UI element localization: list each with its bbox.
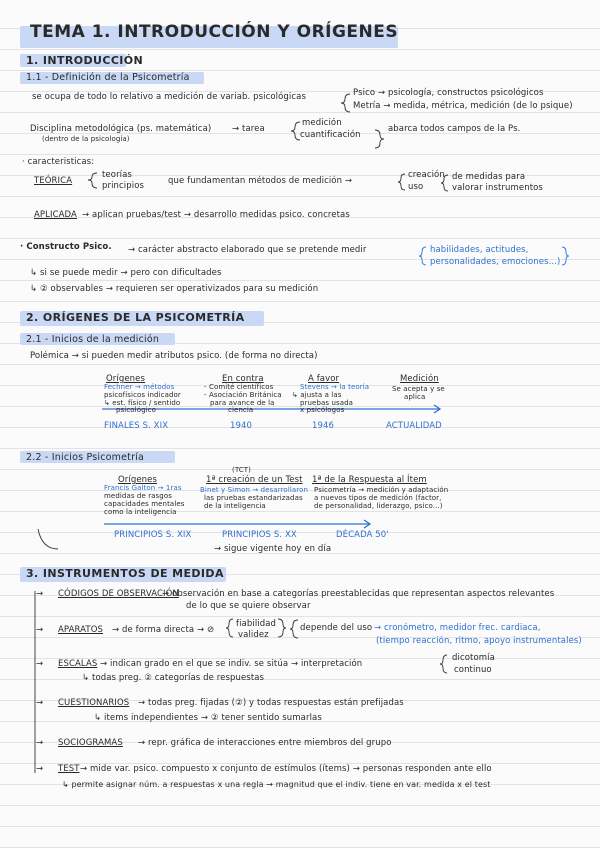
- timeline-date: ACTUALIDAD: [386, 421, 442, 431]
- timeline-item-line: a nuevos tipos de medición (factor,: [314, 494, 442, 502]
- timeline-item-line: Francis Galton → 1ras: [104, 484, 182, 492]
- instrument-aparatos-example-1: → cronómetro, medidor frec. cardiaca,: [374, 623, 541, 633]
- subsection-heading: 1.1 - Definición de la Psicometría: [26, 72, 190, 83]
- timeline-item-line: como la inteligencia: [104, 508, 177, 516]
- branch-arrow: →: [36, 698, 44, 708]
- subsection-heading: 2.1 - Inicios de la medición: [26, 334, 160, 345]
- instrument-aparatos-validez: validez: [238, 630, 269, 640]
- timeline-date: FINALES S. XIX: [104, 421, 169, 431]
- instrument-codigos: CÓDIGOS DE OBSERVACIÓN: [58, 589, 179, 599]
- construct-example-2: personalidades, emociones...): [430, 257, 561, 267]
- timeline-item-title: En contra: [222, 374, 264, 384]
- discipline-cuantificacion: cuantificación: [300, 130, 361, 140]
- theoretical-use: uso: [408, 182, 424, 192]
- timeline-item-line: las pruebas estandarizadas: [204, 494, 303, 502]
- instrument-aparatos-example-2: (tiempo reacción, ritmo, apoyo instrumentales): [376, 636, 582, 646]
- instrument-escalas-continuo: continuo: [454, 665, 492, 675]
- branch-arrow: →: [36, 738, 44, 748]
- timeline-item-line: Fechner → métodos: [104, 383, 175, 391]
- timeline-item-line: ↳ est. físico / sentido: [104, 399, 181, 407]
- instrument-test-sub: ↳ permite asignar núm. a respuestas x una regla → magnitud que el indiv. tiene en var. medida x el test: [62, 780, 491, 789]
- timeline-item-line: Stevens → la teoría: [300, 383, 370, 391]
- instrument-test-text: → mide var. psico. compuesto x conjunto de estímulos (ítems) → personas responden ante ello: [80, 764, 492, 774]
- branch-arrow: →: [36, 625, 44, 635]
- instrument-aparatos: APARATOS: [58, 625, 104, 635]
- timeline-item-line: aplica: [404, 393, 426, 401]
- applied-text: → aplican pruebas/test → desarrollo medidas psico. concretas: [82, 210, 350, 220]
- timeline-date: PRINCIPIOS S. XIX: [114, 530, 192, 540]
- timeline-date: PRINCIPIOS S. XX: [222, 530, 297, 540]
- section-heading: 3. INSTRUMENTOS DE MEDIDA: [26, 567, 224, 580]
- construct-bullet-1: ↳ si se puede medir → pero con dificultades: [30, 268, 222, 278]
- characteristics-label: · caracteristicas:: [22, 157, 95, 167]
- timeline-item-line: para avance de la: [210, 399, 275, 407]
- timeline-item-line: de personalidad, liderazgo, psico...): [314, 502, 443, 510]
- construct-bullet-2: ↳ ② observables → requieren ser operativizados para su medición: [30, 284, 319, 294]
- timeline-item-line: psicológico: [116, 406, 157, 414]
- instrument-cuestionarios: CUESTIONARIOS: [58, 698, 130, 708]
- construct-example-1: habilidades, actitudes,: [430, 245, 529, 255]
- timeline-item-line: ↳ ajusta a las: [292, 391, 342, 399]
- timeline-item-line: x psicólogos: [300, 406, 345, 414]
- timeline-item-title: Medición: [400, 374, 439, 384]
- timeline-item-line: Binet y Simon → desarrollaron: [200, 486, 309, 494]
- theoretical-text: que fundamentan métodos de medición →: [168, 176, 353, 186]
- instrument-aparatos-text: → de forma directa → ⊘: [112, 625, 215, 635]
- instrument-aparatos-fiabilidad: fiabilidad: [236, 619, 277, 629]
- instrument-sociogramas-text: → repr. gráfica de interacciones entre miembros del grupo: [138, 738, 392, 748]
- branch-arrow: →: [36, 589, 44, 599]
- timeline-item-title: 1ª de la Respuesta al Ítem: [312, 475, 427, 485]
- theoretical-output-2: valorar instrumentos: [452, 183, 543, 193]
- timeline-item-line: Se acepta y se: [392, 385, 445, 393]
- timeline-item-title: A favor: [308, 374, 340, 384]
- applied-label: APLICADA: [34, 210, 77, 220]
- subsection-heading: 2.2 - Inicios Psicometría: [26, 452, 145, 463]
- timeline-item-line: - Comité científicos: [204, 383, 274, 391]
- branch-arrow: →: [36, 764, 44, 774]
- definition-psico: Psico → psicología, constructos psicológicos: [353, 88, 544, 98]
- timeline-item-title: Orígenes: [106, 374, 146, 384]
- instrument-test: TEST: [58, 764, 80, 774]
- timeline-item-title: Orígenes: [118, 475, 158, 485]
- definition-text: se ocupa de todo lo relativo a medición de variab. psicológicas: [32, 92, 307, 102]
- discipline-scope: abarca todos campos de la Ps.: [388, 124, 521, 134]
- theoretical-a: teorías: [102, 170, 132, 180]
- timeline-item-line: medidas de rasgos: [104, 492, 172, 500]
- instrument-cuestionarios-sub: ↳ items independientes → ② tener sentido sumarlas: [94, 713, 322, 723]
- discipline-medicion: medición: [302, 118, 342, 128]
- instrument-escalas-text: → indican grado en el que se indiv. se sitúa → interpretación: [100, 659, 363, 669]
- timeline-item-line: - Asociación Británica: [204, 391, 282, 399]
- polemic-text: Polémica → si pueden medir atributos psico. (de forma no directa): [30, 351, 318, 361]
- instrument-escalas-sub: ↳ todas preg. ② categorías de respuestas: [82, 673, 265, 683]
- timeline-item-line: ciencia: [228, 406, 254, 414]
- timeline-item-line: capacidades mentales: [104, 500, 185, 508]
- section-heading: 1. INTRODUCCIÓN: [26, 54, 144, 67]
- theoretical-label: TEÓRICA: [34, 176, 73, 186]
- timeline-item-line: Psicometría → medición y adaptación: [314, 486, 449, 494]
- discipline-task: → tarea: [232, 124, 265, 134]
- instrument-codigos-text-2: de lo que se quiere observar: [186, 601, 311, 611]
- theoretical-creation: creación: [408, 170, 445, 180]
- timeline-item-line: pruebas usada: [300, 399, 354, 407]
- instrument-aparatos-depends: depende del uso: [300, 623, 373, 633]
- definition-metria: Metría → medida, métrica, medición (de lo psique): [353, 101, 573, 111]
- timeline-item-title: 1ª creación de un Test: [206, 475, 303, 485]
- section-heading: 2. ORÍGENES DE LA PSICOMETRÍA: [26, 311, 245, 324]
- instrument-escalas-dicotomia: dicotomía: [452, 653, 495, 663]
- instrument-sociogramas: SOCIOGRAMAS: [58, 738, 123, 748]
- timeline-note: → sigue vigente hoy en día: [214, 544, 332, 554]
- timeline-item-line: psicofísicos indicador: [104, 391, 181, 399]
- construct-label: · Constructo Psico.: [20, 242, 112, 252]
- instrument-escalas: ESCALAS: [58, 659, 98, 669]
- construct-text: → carácter abstracto elaborado que se pretende medir: [128, 245, 367, 255]
- theoretical-output-1: de medidas para: [452, 172, 526, 182]
- page-title: TEMA 1. INTRODUCCIÓN Y ORÍGENES: [30, 22, 399, 42]
- instrument-codigos-text: → observación en base a categorías preestablecidas que representan aspectos relevantes: [162, 589, 555, 599]
- timeline-item-pre: (TCT): [232, 466, 251, 474]
- timeline-date: 1940: [230, 421, 253, 431]
- timeline-item-line: de la inteligencia: [204, 502, 266, 510]
- branch-arrow: →: [36, 659, 44, 669]
- theoretical-b: principios: [102, 181, 145, 191]
- discipline-note: (dentro de la psicología): [42, 135, 130, 143]
- timeline-date: 1946: [312, 421, 335, 431]
- discipline-text: Disciplina metodológica (ps. matemática): [30, 124, 212, 134]
- instrument-cuestionarios-text: → todas preg. fijadas (②) y todas respuestas están prefijadas: [138, 698, 404, 708]
- timeline-date: DÉCADA 50': [336, 530, 389, 540]
